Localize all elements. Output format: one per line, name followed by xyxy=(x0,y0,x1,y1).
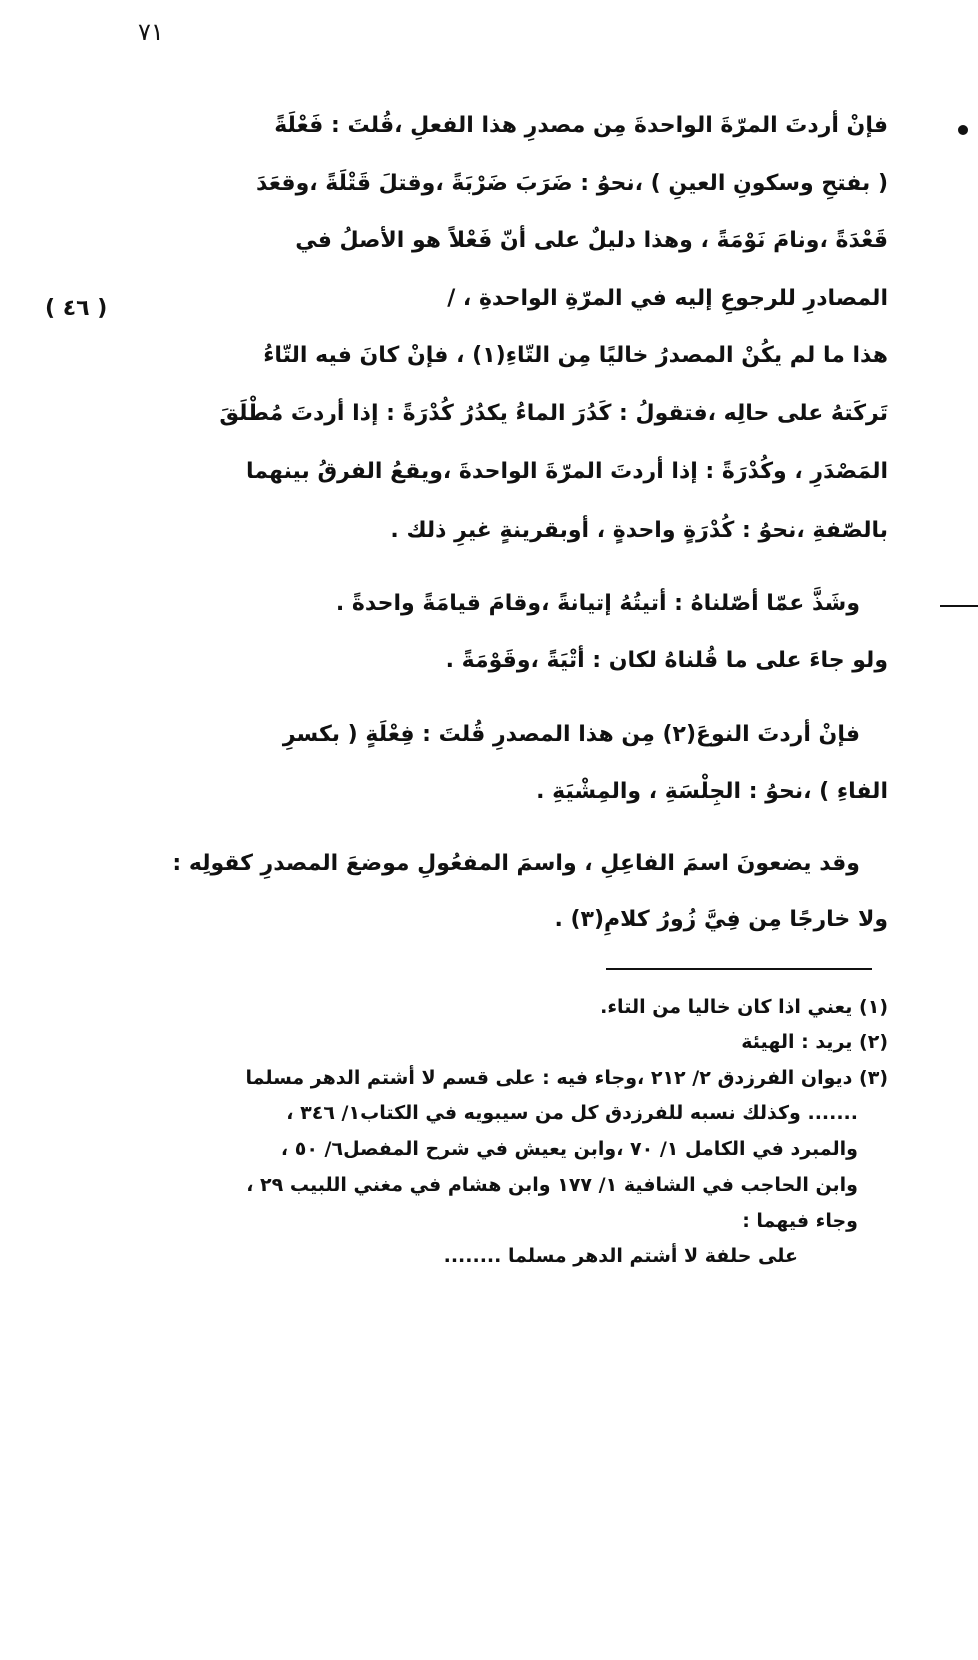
body-line-9: وشَذَّ عمّا أصّلناهُ : أتيتُهُ إتيانةً ،وقامَ قيامَةً واحدةً . xyxy=(335,591,860,616)
body-line-5: هذا ما لم يكُنْ المصدرُ خاليًا مِن التّاءِ(١) ، فإنْ كانَ فيه التّاءُ xyxy=(263,343,888,368)
footnote-3-line-3: والمبرد في الكامل ١/ ٧٠ ،وابن يعيش في شرح المفصل٦/ ٥٠ ، xyxy=(280,1138,858,1160)
footnote-3-line-5: وجاء فيهما : xyxy=(742,1210,858,1232)
footnote-3-line-2: ....... وكذلك نسبه للفرزدق كل من سيبويه في الكتاب١/ ٣٤٦ ، xyxy=(286,1102,858,1124)
footnote-2: (٢) يريد : الهيئة xyxy=(741,1031,888,1053)
footnote-divider xyxy=(606,968,872,970)
body-line-3: قَعْدَةً ،ونامَ نَوْمَةً ، وهذا دليلٌ على أنّ فَعْلاً هو الأصلُ في xyxy=(295,228,888,253)
body-line-2: ( بفتحِ وسكونِ العينِ ) ،نحوُ : ضَرَبَ ضَرْبَةً ،وقتلَ قَتْلَةً ،وقعَدَ xyxy=(256,171,888,196)
body-line-12: الفاءِ ) ،نحوُ : الجِلْسَةِ ، والمِشْيَةِ . xyxy=(536,779,888,804)
body-line-7: المَصْدَرِ ، وكُدْرَةً : إذا أردتَ المرّةَ الواحدةَ ،ويقعُ الفرقُ بينهما xyxy=(246,459,888,484)
body-line-10: ولو جاءَ على ما قُلناهُ لكان : أتْيَةً ،وقَوْمَةً . xyxy=(445,648,888,673)
body-line-8: بالصّفةِ ،نحوُ : كُدْرَةٍ واحدةٍ ، أوبقرينةٍ غيرِ ذلك . xyxy=(390,518,888,543)
body-line-6: تَركَتهُ على حالِه ،فتقولُ : كَدُرَ الماءُ يكدُرُ كُدْرَةً : إذا أردتَ مُطْلَقَ xyxy=(219,401,888,426)
footnote-3: (٣) ديوان الفرزدق ٢/ ٢١٢ ،وجاء فيه : على قسم لا أشتم الدهر مسلما xyxy=(245,1067,888,1089)
body-line-1: فإنْ أردتَ المرّةَ الواحدةَ مِن مصدرِ هذا الفعلِ ،قُلتَ : فَعْلَةً xyxy=(274,113,888,138)
margin-reference: ( ٤٦ ) xyxy=(45,296,108,321)
body-line-11: فإنْ أردتَ النوعَ(٢) مِن هذا المصدرِ قُلتَ : فِعْلَةٍ ( بكسرِ xyxy=(282,722,860,747)
footnote-3-verse: على حلفة لا أشتم الدهر مسلما ........ xyxy=(443,1245,798,1267)
margin-dot xyxy=(958,125,968,135)
body-line-4: المصادرِ للرجوعِ إليه في المرّةِ الواحدةِ ، / xyxy=(447,286,888,311)
footnote-1: (١) يعني اذا كان خاليا من التاء. xyxy=(600,996,888,1018)
margin-dash xyxy=(940,605,978,607)
body-line-14: ولا خارجًا مِن فِيَّ زُورُ كلامِ(٣) . xyxy=(554,907,888,932)
body-line-13: وقد يضعونَ اسمَ الفاعِلِ ، واسمَ المفعُولِ موضعَ المصدرِ كقولِه : xyxy=(172,851,860,876)
page-number: ٧١ xyxy=(138,18,164,46)
footnote-3-line-4: وابن الحاجب في الشافية ١/ ١٧٧ وابن هشام في مغني اللبيب ٢٩ ، xyxy=(246,1174,858,1196)
